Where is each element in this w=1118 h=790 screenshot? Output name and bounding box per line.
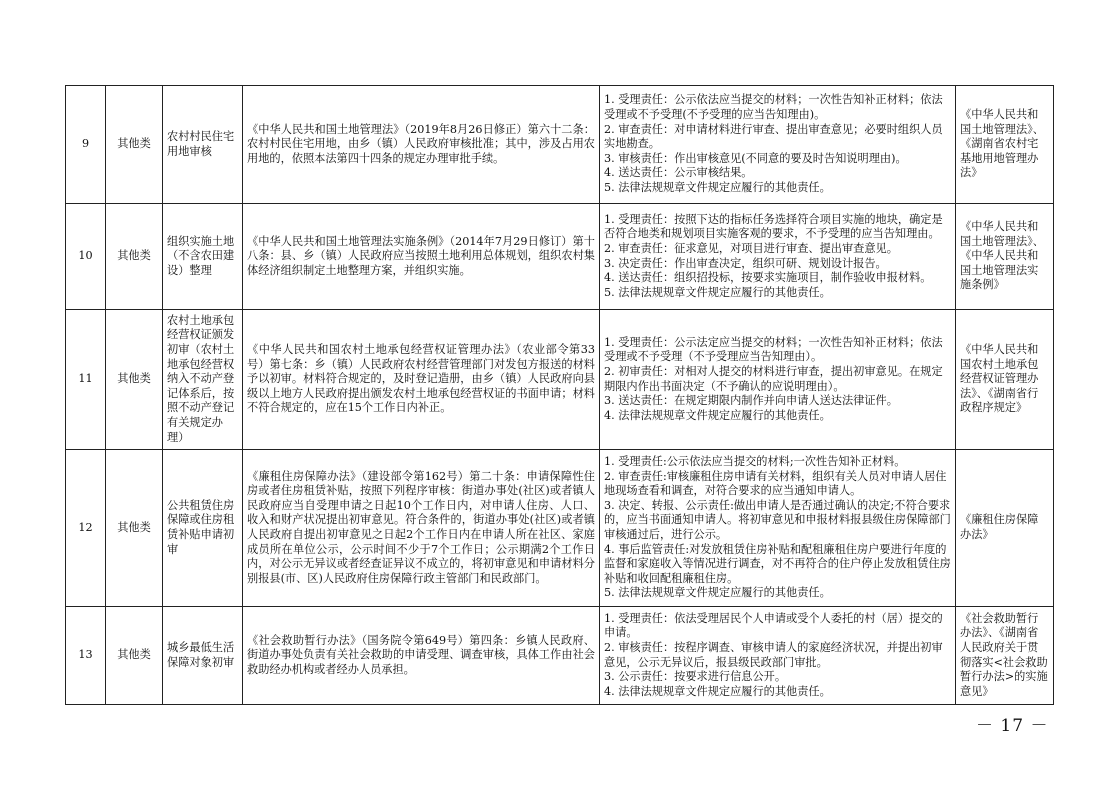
row-legal-basis: 《中华人民共和国农村土地承包经营权证管理办法》（农业部令第33号）第七条：乡（镇）人民政府农村经营管理部门对发包方报送的材料予以初审。材料符合规定的，及时登记造册，由乡（镇）人民政府向县级以上地方人民政府提出颁发农村土地承包经营权证的书面申请；材料不符合规定的，应在15个工作日内补正。: [243, 310, 600, 450]
responsibility-item: 3. 公示责任：按要求进行信息公开。: [604, 670, 787, 684]
responsibility-item: 3. 审核责任：作出审核意见(不同意的要及时告知说明理由)。: [604, 151, 907, 165]
row-category: 其他类: [106, 86, 163, 204]
responsibility-item: 3. 决定责任：作出审查决定，组织可研、规划设计报告。: [604, 256, 887, 270]
row-reference: 《中华人民共和国土地管理法》、《中华人民共和国土地管理法实施条例》: [956, 204, 1054, 310]
responsibility-item: 5. 法律法规规章文件规定应履行的其他责任。: [604, 586, 831, 600]
row-legal-basis: 《社会救助暂行办法》（国务院令第649号）第四条：乡镇人民政府、街道办事处负责有关社会救助的申请受理、调查审核，具体工作由社会救助经办机构或者经办人员承担。: [243, 607, 600, 705]
responsibility-item: 1. 受理责任:公示依法应当提交的材料;一次性告知补正材料。: [604, 455, 906, 469]
row-responsibilities: [600, 204, 956, 310]
responsibility-item: 4. 送达责任：公示审核结果。: [604, 166, 753, 180]
page-number: － 17 －: [976, 716, 1049, 736]
row-category: 其他类: [106, 310, 163, 450]
responsibility-item: 2. 审查责任：征求意见，对项目进行审查、提出审查意见。: [604, 241, 898, 255]
row-responsibilities: [600, 607, 956, 705]
responsibility-item: 5. 法律法规规章文件规定应履行的其他责任。: [604, 180, 831, 194]
row-item-name: 农村土地承包经营权证颁发初审（农村土地承包经营权纳入不动产登记体系后，按照不动产登记有关规定办理）: [163, 310, 243, 450]
row-item-name: 公共租赁住房保障或住房租赁补贴申请初审: [163, 450, 243, 607]
row-number: 12: [66, 450, 106, 607]
table-row: [66, 204, 1054, 310]
responsibility-item: 1. 受理责任：公示法定应当提交的材料；一次性告知补正材料；依法受理或不予受理（不予受理应当告知理由）。: [604, 335, 943, 364]
power-list-table: [65, 85, 1054, 705]
table-row: [66, 310, 1054, 450]
row-responsibilities: [600, 310, 956, 450]
responsibility-item: 2. 初审责任：对相对人提交的材料进行审查，提出初审意见。在规定期限内作出书面决定（不予确认的应说明理由）。: [604, 364, 943, 393]
row-responsibilities: [600, 86, 956, 204]
table-row: [66, 86, 1054, 204]
row-item-name: 城乡最低生活保障对象初审: [163, 607, 243, 705]
responsibility-item: 1. 受理责任：按照下达的指标任务选择符合项目实施的地块，确定是否符合地类和规划项目实施客观的要求，不予受理的应当告知理由。: [604, 212, 943, 241]
responsibility-item: 2. 审核责任：按程序调查、审核申请人的家庭经济状况，并提出初审意见，公示无异议后，报县级民政部门审批。: [604, 640, 943, 669]
row-number: 11: [66, 310, 106, 450]
responsibility-item: 2. 审查责任：对申请材料进行审查、提出审查意见；必要时组织人员实地勘查。: [604, 122, 943, 151]
responsibility-item: 1. 受理责任：公示依法应当提交的材料；一次性告知补正材料；依法受理或不予受理(不予受理的应当告知理由)。: [604, 93, 943, 122]
row-item-name: 组织实施土地（不含农田建设）整理: [163, 204, 243, 310]
row-reference: 《中华人民共和国农村土地承包经营权证管理办法》、《湖南省行政程序规定》: [956, 310, 1054, 450]
responsibility-item: 2. 审查责任:审核廉租住房申请有关材料，组织有关人员对申请人居住地现场查看和调查，对符合要求的应当通知申请人。: [604, 469, 947, 498]
responsibility-item: 5. 法律法规规章文件规定应履行的其他责任。: [604, 285, 831, 299]
row-legal-basis: 《中华人民共和国土地管理法实施条例》（2014年7月29日修订）第十八条：县、乡（镇）人民政府应当按照土地利用总体规划，组织农村集体经济组织制定土地整理方案，并组织实施。: [243, 204, 600, 310]
row-reference: 《廉租住房保障办法》: [956, 450, 1054, 607]
responsibility-item: 4. 事后监管责任:对发放租赁住房补贴和配租廉租住房户要进行年度的监督和家庭收入等情况进行调查，对不再符合的住户停止发放租赁住房补贴和收回配租廉租住房。: [604, 542, 951, 585]
table-row: [66, 607, 1054, 705]
row-legal-basis: 《廉租住房保障办法》（建设部令第162号）第二十条：申请保障性住房或者住房租赁补贴，按照下列程序审核：街道办事处(社区)或者镇人民政府应当自受理申请之日起10个工作日内，对申请人住房、人口、收入和财产状况提出初审意见。符合条件的，街道办事处(社区)或者镇人民政府自提出初审意见之日起2个工作日内在申请人所在社区、家庭成员所在单位公示，公示时间不少于7个工作日；公示期满2个工作日内，对公示无异议或者经查证异议不成立的，将初审意见和申请材料分别报县(市、区)人民政府住房保障行政主管部门和民政部门。: [243, 450, 600, 607]
row-legal-basis: 《中华人民共和国土地管理法》（2019年8月26日修正）第六十二条：农村村民住宅用地，由乡（镇）人民政府审核批准；其中，涉及占用农用地的，依照本法第四十四条的规定办理审批手续。: [243, 86, 600, 204]
row-item-name: 农村村民住宅用地审核: [163, 86, 243, 204]
responsibility-item: 3. 决定、转报、公示责任:做出申请人是否通过确认的决定;不符合要求的，应当书面通知申请人。将初审意见和申报材料报县级住房保障部门审核通过后，进行公示。: [604, 498, 951, 541]
responsibility-item: 4. 法律法规规章文件规定应履行的其他责任。: [604, 408, 831, 422]
row-number: 13: [66, 607, 106, 705]
responsibility-item: 3. 送达责任：在规定期限内制作并向申请人送达法律证件。: [604, 394, 898, 408]
row-reference: 《中华人民共和国土地管理法》、《湖南省农村宅基地用地管理办法》: [956, 86, 1054, 204]
row-category: 其他类: [106, 450, 163, 607]
responsibility-item: 1. 受理责任：依法受理居民个人申请或受个人委托的村（居）提交的申请。: [604, 611, 943, 640]
row-number: 10: [66, 204, 106, 310]
table-row: [66, 450, 1054, 607]
row-reference: 《社会救助暂行办法》、《湖南省人民政府关于贯彻落实<社会救助暂行办法>的实施意见》: [956, 607, 1054, 705]
responsibility-item: 4. 法律法规规章文件规定应履行的其他责任。: [604, 684, 831, 698]
row-number: 9: [66, 86, 106, 204]
row-responsibilities: [600, 450, 956, 607]
row-category: 其他类: [106, 204, 163, 310]
responsibility-item: 4. 送达责任：组织招投标，按要求实施项目，制作验收申报材料。: [604, 271, 932, 285]
row-category: 其他类: [106, 607, 163, 705]
